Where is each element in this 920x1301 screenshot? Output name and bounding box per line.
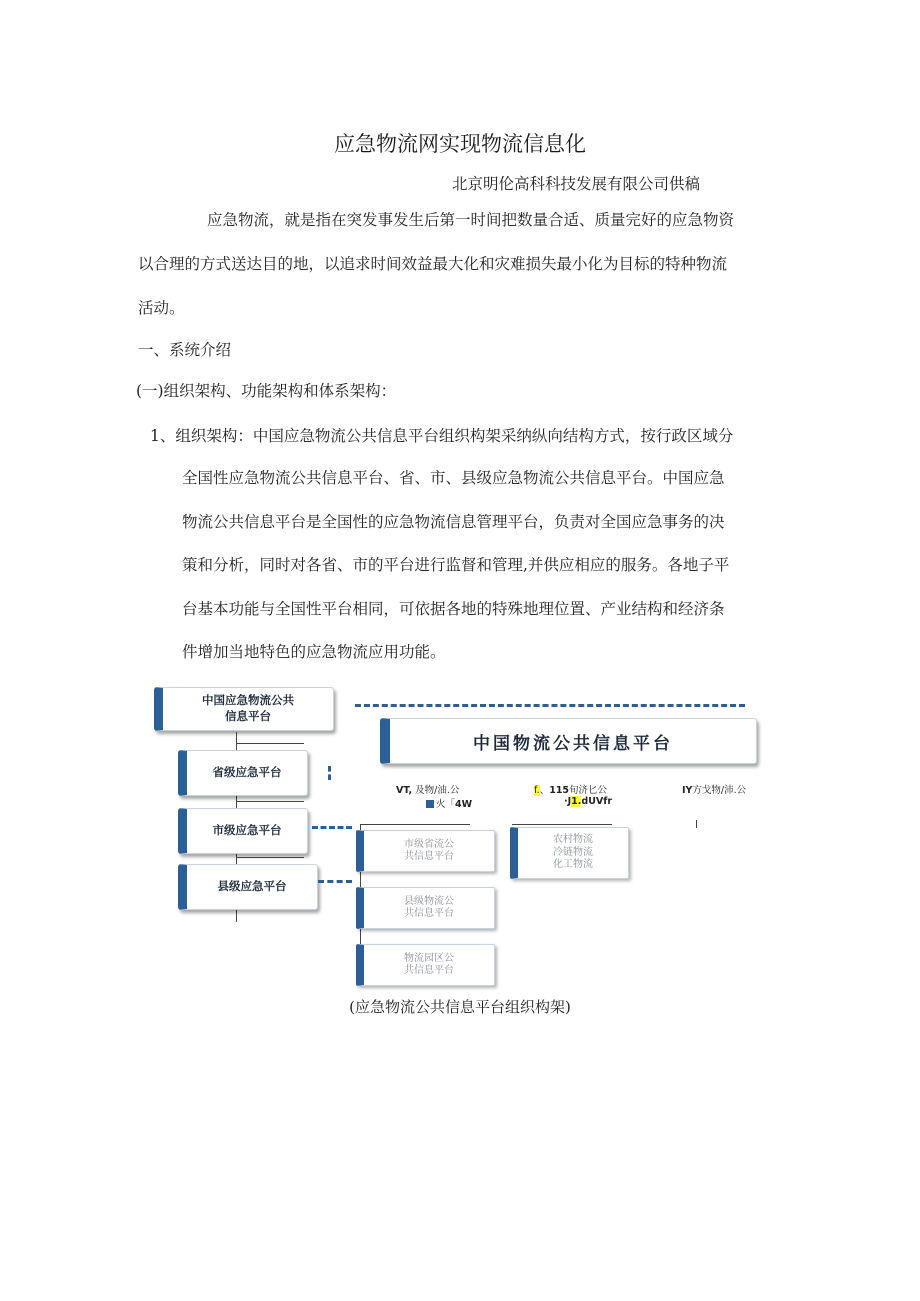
china-logistics-platform-box: 中国物流公共信息平台 (380, 718, 757, 764)
label2-part-c: 115 (549, 785, 570, 796)
label3-part-a: IY (682, 785, 693, 796)
item1-line-6: 件增加当地特色的应急物流应用功能。 (182, 643, 446, 661)
square-icon (426, 800, 434, 808)
city-platform-box: 市级应急平台 (178, 808, 308, 854)
category-label-3 (682, 782, 746, 796)
item1-line-2: 全国性应急物流公共信息平台、省、市、县级应急物流公共信息平台。中国应急 (182, 469, 725, 487)
b1-line-1: 市级省流公 (404, 838, 454, 850)
dashed-link-top (355, 704, 745, 707)
specialty-logistics-box (510, 827, 629, 879)
item1-line-4: 策和分析，同时对各省、市的平台进行监督和管理,并供应相应的服务。各地子平 (182, 556, 730, 574)
intro-line-2: 以合理的方式送达目的地，以追求时间效益最大化和灾难损失最小化为目标的特种物流 (138, 255, 728, 273)
tree-connector-tick (696, 820, 697, 828)
label2-part-a: f. (534, 785, 540, 796)
intro-line-1: 应急物流，就是指在突发事发生后第一时间把数量合适、质量完好的应急物资 (207, 211, 735, 229)
connector-h3 (236, 857, 304, 858)
label1-part-b: 及物/油.公 (415, 785, 460, 796)
intro-line-3: 活动。 (138, 299, 185, 317)
figure-caption: (应急物流公共信息平台组织构架) (349, 998, 571, 1016)
label1-part-c: 火「 (436, 799, 456, 810)
province-platform-box: 省级应急平台 (178, 750, 308, 796)
national-emergency-platform-box (154, 687, 334, 731)
label2-part-b: 、 (539, 785, 550, 796)
subsection-heading: (一)组织架构、功能架构和体系架构： (136, 382, 397, 400)
connector-h2 (236, 801, 304, 802)
item1-line-3: 物流公共信息平台是全国性的应急物流信息管理平台，负责对全国应急事务的决 (182, 513, 725, 531)
label2-part-e: ·J (564, 796, 572, 807)
document-title: 应急物流网实现物流信息化 (334, 132, 586, 156)
dashed-link-v1 (328, 766, 331, 780)
category-label-1 (396, 782, 459, 796)
b2-line-1: 农村物流 (553, 834, 593, 846)
label2-part-d: 旬济匕公 (569, 785, 608, 796)
section-heading: 一、系统介绍 (138, 341, 232, 359)
county-logistics-platform-box (356, 887, 495, 929)
b3-line-2: 共信息平台 (404, 908, 454, 919)
connector-h1 (236, 743, 304, 744)
label2-part-f: 1. (571, 796, 582, 807)
tree-connector-h1 (360, 824, 470, 825)
national-box-line-1: 中国应急物流公共 (202, 693, 294, 708)
label2-part-g: dUVfr (581, 796, 613, 807)
b4-line-2: 共信息平台 (404, 965, 454, 976)
logistics-park-platform-box (356, 944, 495, 986)
category-label-2b (564, 796, 612, 807)
tree-connector-h2 (512, 824, 612, 825)
b1-line-2: 共信息平台 (404, 851, 454, 862)
label1-part-a: VT, (396, 785, 413, 796)
item1-line-5: 台基本功能与全国性平台相同，可依据各地的特殊地理位置、产业结构和经济条 (182, 600, 725, 618)
b2-line-3: 化工物流 (553, 859, 593, 871)
county-platform-box: 县级应急平台 (178, 864, 318, 910)
label3-part-b: 方戈物/沛.公 (692, 785, 747, 796)
city-logistics-platform-box (356, 830, 495, 872)
dashed-link-city (312, 826, 352, 829)
dashed-link-county (318, 880, 352, 883)
b2-line-2: 冷链物流 (553, 846, 593, 858)
category-label-1b (426, 796, 472, 810)
org-chart-diagram (150, 684, 760, 992)
b3-line-1: 县级物流公 (404, 895, 454, 907)
label1-part-d: 4W (455, 799, 473, 810)
b4-line-1: 物流园区公 (404, 952, 454, 964)
national-box-line-2: 信息平台 (225, 709, 271, 723)
item1-line-1: 1、组织架构：中国应急物流公共信息平台组织构架采纳纵向结构方式，按行政区域分 (150, 427, 734, 445)
category-label-2 (534, 782, 607, 796)
author-line: 北京明伦高科科技发展有限公司供稿 (452, 175, 701, 193)
